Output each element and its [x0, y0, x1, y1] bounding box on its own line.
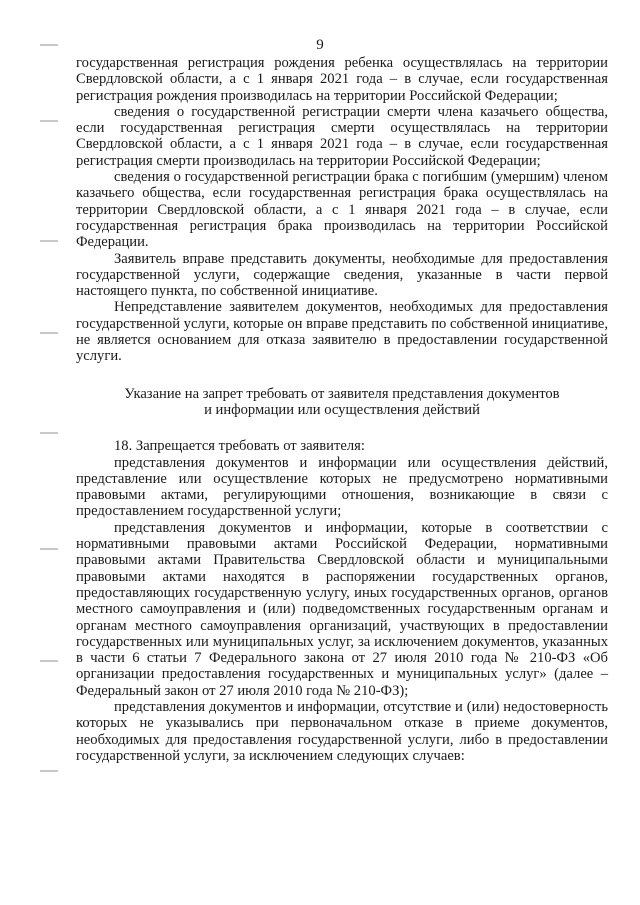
paragraph: Непредставление заявителем документов, необходимых для предоставления государственной услуги, которые он вправе представить по собственной инициативе, не является основанием для отказа заявителю в предоставлении государственной услуги.	[76, 299, 608, 365]
page-number: 9	[316, 37, 324, 53]
clause-18-heading: 18. Запрещается требовать от заявителя:	[114, 438, 365, 455]
scan-artifact	[40, 432, 58, 434]
scan-artifact	[40, 240, 58, 242]
paragraph: представления документов и информации, отсутствие и (или) недостоверность которых не указывались при первоначальном отказе в приеме документов, необходимых для предоставления государственной услуги, либо в предоставлении государственной услуги, за исключением следующих случаев:	[76, 698, 608, 764]
section-heading-line-1: Указание на запрет требовать от заявителя представления документов	[124, 385, 560, 402]
section-heading-line-2: и информации или осуществления действий	[204, 401, 480, 418]
paragraph: государственная регистрация рождения ребенка осуществлялась на территории Свердловской области, а с 1 января 2021 года – в случае, если государственная регистрация рождения производилась на территории Российской Федерации;	[76, 55, 608, 104]
section-heading	[76, 386, 608, 419]
spacer	[76, 365, 608, 386]
scan-artifact	[40, 770, 58, 772]
scan-artifact	[40, 332, 58, 334]
scan-artifact	[40, 120, 58, 122]
spacer	[76, 418, 608, 438]
paragraph: представления документов и информации или осуществления действий, представление или осуществление которых не предусмотрено нормативными правовыми актами, регулирующими отношения, возникающие в связи с предоставлением государственной услуги;	[76, 454, 608, 520]
paragraph: представления документов и информации, которые в соответствии с нормативными правовыми актами Российской Федерации, нормативными правовыми актами Правительства Свердловской области и муниципальными правовыми актами находятся в распоряжении государственных органов, предоставляющих государственную услугу, иных государственных органов, органов местного самоуправления и (или) подведомственных государственным органам и органам местного самоуправления организаций, участвующих в предоставлении государственных или муниципальных услуг, за исключением документов, указанных в части 6 статьи 7 Федерального закона от 27 июля 2010 года № 210-ФЗ «Об организации предоставления государственных и муниципальных услуг» (далее – Федеральный закон от 27 июля 2010 года № 210-ФЗ);	[76, 519, 608, 699]
document-body	[76, 55, 608, 764]
paragraph: Заявитель вправе представить документы, необходимые для предоставления государственной услуги, содержащие сведения, указанные в части первой настоящего пункта, по собственной инициативе.	[76, 250, 608, 300]
paragraph: сведения о государственной регистрации брака с погибшим (умершим) членом казачьего общества, если государственная регистрация брака осуществлялась на территории Свердловской области, а с 1 января 2021 года – в случае, если государственная регистрация брака производилась на территории Российской Федерации.	[76, 169, 608, 251]
scan-artifact	[40, 548, 58, 550]
scan-artifact	[40, 660, 58, 662]
paragraph: сведения о государственной регистрации смерти члена казачьего общества, если государственная регистрация смерти осуществлялась на территории Свердловской области, а с 1 января 2021 года – в случае, если государственная регистрация смерти производилась на территории Российской Федерации;	[76, 103, 608, 169]
